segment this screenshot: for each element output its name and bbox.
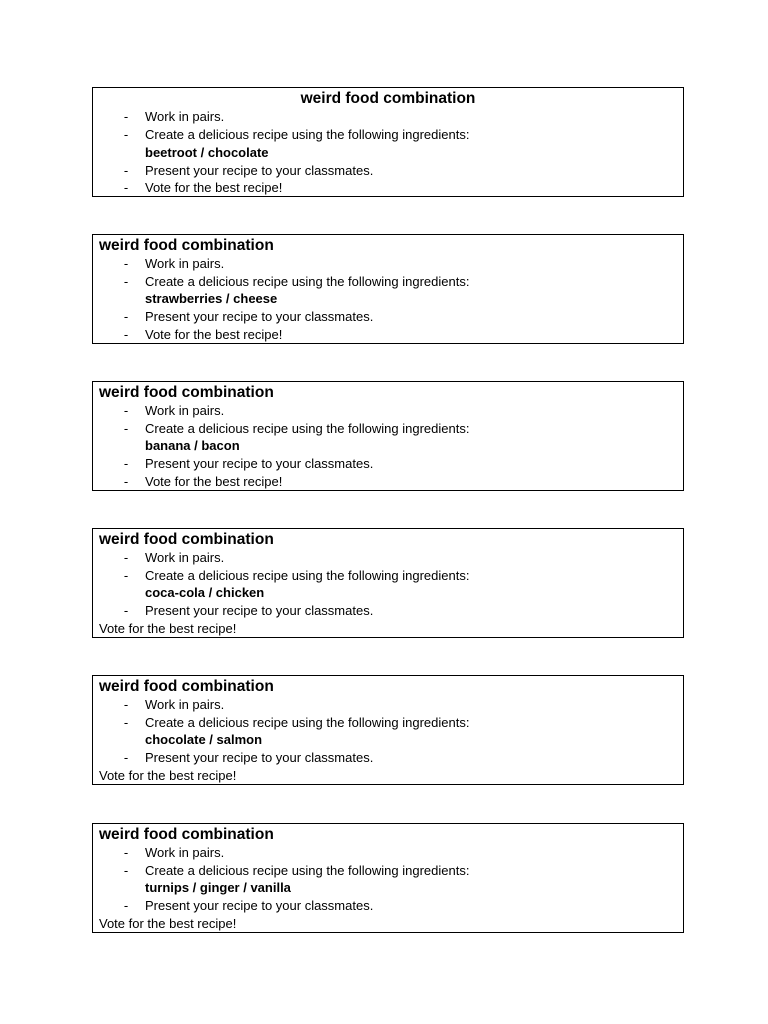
- list-item-text: Create a delicious recipe using the following ingredients:: [145, 127, 470, 142]
- bullet-dash: -: [123, 898, 129, 913]
- ingredients-text: beetroot / chocolate: [145, 145, 269, 160]
- list-item: [93, 326, 683, 344]
- bullet-dash: -: [123, 456, 129, 471]
- list-item: [93, 402, 683, 420]
- bullet-dash: -: [123, 750, 129, 765]
- bullet-dash: -: [123, 309, 129, 324]
- list-item-text: Create a delicious recipe using the following ingredients:: [145, 715, 470, 730]
- list-item-text: Work in pairs.: [145, 256, 225, 271]
- ingredients-line: [93, 144, 683, 162]
- list-item: [93, 420, 683, 438]
- list-item-text: Present your recipe to your classmates.: [145, 898, 374, 913]
- list-item-text: Create a delicious recipe using the following ingredients:: [145, 568, 470, 583]
- list-item: [93, 273, 683, 291]
- bullet-dash: -: [123, 180, 129, 195]
- bullet-dash: -: [123, 474, 129, 489]
- vote-line: [93, 620, 683, 638]
- recipe-card: [92, 381, 684, 491]
- ingredients-line: [93, 290, 683, 308]
- card-title: weird food combination: [300, 90, 476, 107]
- list-item: [93, 749, 683, 767]
- list-item: [93, 897, 683, 915]
- list-item: [93, 602, 683, 620]
- list-item: [93, 844, 683, 862]
- list-item: [93, 549, 683, 567]
- list-item-text: Present your recipe to your classmates.: [145, 750, 374, 765]
- card-title: weird food combination: [99, 826, 274, 843]
- bullet-dash: -: [123, 403, 129, 418]
- bullet-dash: -: [123, 274, 129, 289]
- list-item-text: Create a delicious recipe using the following ingredients:: [145, 863, 470, 878]
- ingredients-line: [93, 584, 683, 602]
- list-item: [93, 308, 683, 326]
- ingredients-line: [93, 731, 683, 749]
- list-item: [93, 126, 683, 144]
- list-item: [93, 455, 683, 473]
- vote-text: Vote for the best recipe!: [145, 180, 283, 195]
- list-item-text: Present your recipe to your classmates.: [145, 309, 374, 324]
- list-item-text: Work in pairs.: [145, 109, 225, 124]
- bullet-dash: -: [123, 256, 129, 271]
- bullet-dash: -: [123, 715, 129, 730]
- vote-text: Vote for the best recipe!: [145, 327, 283, 342]
- list-item: [93, 696, 683, 714]
- ingredients-text: coca-cola / chicken: [145, 585, 265, 600]
- bullet-dash: -: [123, 697, 129, 712]
- recipe-card: [92, 234, 684, 344]
- list-item-text: Present your recipe to your classmates.: [145, 603, 374, 618]
- list-item-text: Work in pairs.: [145, 697, 225, 712]
- list-item-text: Create a delicious recipe using the following ingredients:: [145, 274, 470, 289]
- ingredients-line: [93, 437, 683, 455]
- card-title: weird food combination: [99, 237, 274, 254]
- list-item: [93, 714, 683, 732]
- bullet-dash: -: [123, 327, 129, 342]
- recipe-card: [92, 675, 684, 785]
- list-item-text: Work in pairs.: [145, 550, 225, 565]
- recipe-card: [92, 823, 684, 933]
- card-title: weird food combination: [99, 384, 274, 401]
- vote-text: Vote for the best recipe!: [99, 621, 237, 636]
- card-title: weird food combination: [99, 678, 274, 695]
- vote-text: Vote for the best recipe!: [99, 916, 237, 931]
- list-item: [93, 255, 683, 273]
- bullet-dash: -: [123, 550, 129, 565]
- list-item: [93, 862, 683, 880]
- list-item-text: Work in pairs.: [145, 845, 225, 860]
- list-item: [93, 473, 683, 491]
- bullet-dash: -: [123, 109, 129, 124]
- ingredients-text: chocolate / salmon: [145, 732, 263, 747]
- bullet-dash: -: [123, 845, 129, 860]
- list-item-text: Present your recipe to your classmates.: [145, 163, 374, 178]
- list-item-text: Present your recipe to your classmates.: [145, 456, 374, 471]
- list-item-text: Work in pairs.: [145, 403, 225, 418]
- list-item: [93, 567, 683, 585]
- vote-text: Vote for the best recipe!: [145, 474, 283, 489]
- list-item: [93, 108, 683, 126]
- bullet-dash: -: [123, 127, 129, 142]
- vote-text: Vote for the best recipe!: [99, 768, 237, 783]
- vote-line: [93, 767, 683, 785]
- ingredients-text: strawberries / cheese: [145, 291, 278, 306]
- bullet-dash: -: [123, 163, 129, 178]
- ingredients-line: [93, 879, 683, 897]
- bullet-dash: -: [123, 603, 129, 618]
- ingredients-text: turnips / ginger / vanilla: [145, 880, 291, 895]
- bullet-dash: -: [123, 863, 129, 878]
- ingredients-text: banana / bacon: [145, 438, 240, 453]
- list-item-text: Create a delicious recipe using the following ingredients:: [145, 421, 470, 436]
- recipe-card: [92, 528, 684, 638]
- bullet-dash: -: [123, 421, 129, 436]
- list-item: [93, 162, 683, 180]
- list-item: [93, 179, 683, 197]
- recipe-card: [92, 87, 684, 197]
- vote-line: [93, 915, 683, 933]
- bullet-dash: -: [123, 568, 129, 583]
- card-title: weird food combination: [99, 531, 274, 548]
